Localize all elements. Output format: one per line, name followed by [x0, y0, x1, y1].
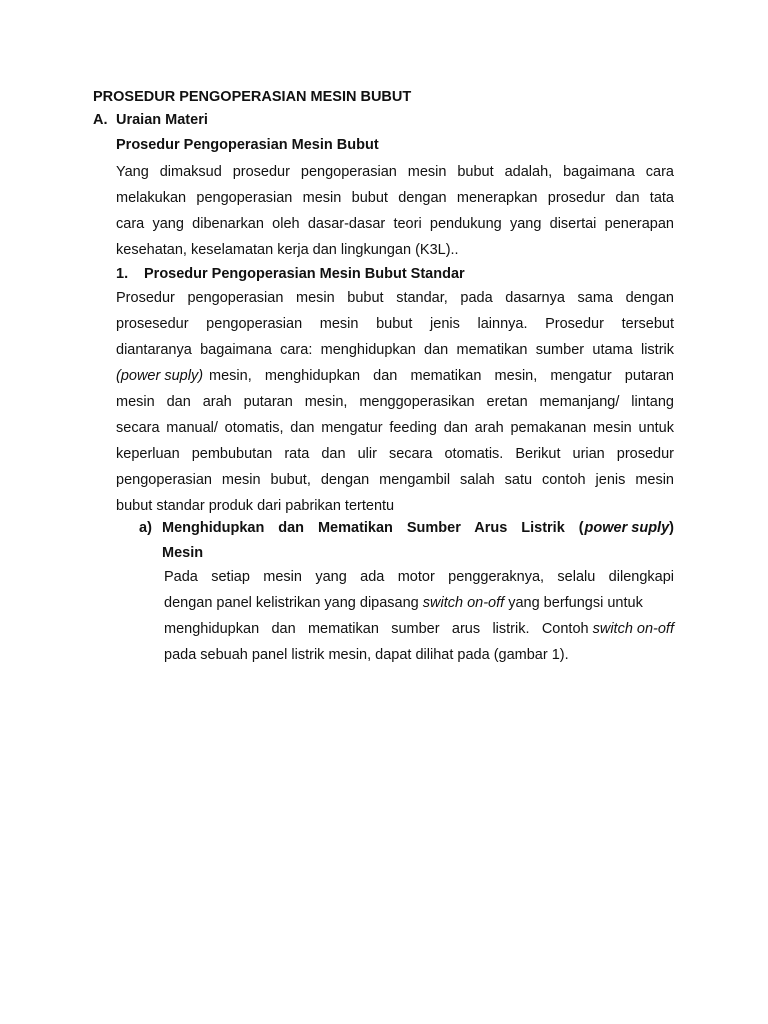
section-1-heading: Prosedur Pengoperasian Mesin Bubut Standar — [144, 266, 465, 282]
intro-line-2: melakukan pengoperasian mesin bubut dengan menerapkan prosedur dan tata — [116, 190, 674, 206]
section-a-marker: A. — [93, 112, 108, 128]
intro-line-1: Yang dimaksud prosedur pengoperasian mesin bubut adalah, bagaimana cara — [116, 164, 674, 180]
section-1-line-3: diantaranya bagaimana cara: menghidupkan dan mematikan sumber utama listrik — [116, 342, 674, 358]
switch-on-off-italic-1: switch on-off — [422, 595, 505, 611]
section-1-line-4 — [116, 366, 674, 386]
subsection-a-heading-text: Menghidupkan dan Mematikan Sumber Arus Listrik ( — [162, 520, 584, 536]
intro-line-4: kesehatan, keselamatan kerja dan lingkungan (K3L).. — [116, 242, 459, 258]
subsection-a-heading-close: ) — [669, 520, 674, 536]
section-1-line-7: keperluan pembubutan rata dan ulir secara otomatis. Berikut urian prosedur — [116, 446, 674, 462]
subsection-a-line-2-a: dengan panel kelistrikan yang dipasang — [164, 595, 423, 611]
subsection-a-line-3 — [164, 619, 674, 639]
section-1-line-5: mesin dan arah putaran mesin, menggoperasikan eretan memanjang/ lintang — [116, 394, 674, 410]
section-a-heading: Uraian Materi — [116, 112, 208, 128]
subsection-a-heading-italic: power suply — [584, 520, 670, 536]
subsection-a-line-2 — [164, 593, 674, 613]
section-1-line-8: pengoperasian mesin bubut, dengan mengambil salah satu contoh jenis mesin — [116, 472, 674, 488]
section-1-line-6: secara manual/ otomatis, dan mengatur feeding dan arah pemakanan mesin untuk — [116, 420, 674, 436]
document-title: PROSEDUR PENGOPERASIAN MESIN BUBUT — [93, 89, 412, 105]
section-1-line-1: Prosedur pengoperasian mesin bubut standar, pada dasarnya sama dengan — [116, 290, 674, 306]
power-supply-italic: (power suply) — [116, 368, 204, 384]
section-1-line-9: bubut standar produk dari pabrikan tertentu — [116, 498, 395, 514]
subsection-a-heading-line-2: Mesin — [162, 545, 204, 561]
section-a-subheading: Prosedur Pengoperasian Mesin Bubut — [116, 137, 379, 153]
intro-line-3: cara yang dibenarkan oleh dasar-dasar teori pendukung yang disertai penerapan — [116, 216, 674, 232]
section-1-line-2: prosesedur pengoperasian mesin bubut jenis lainnya. Prosedur tersebut — [116, 316, 674, 332]
subsection-a-line-2-b: yang berfungsi untuk — [504, 595, 643, 611]
subsection-a-line-1: Pada setiap mesin yang ada motor penggeraknya, selalu dilengkapi — [164, 569, 674, 585]
section-1-marker: 1. — [116, 266, 129, 282]
subsection-a-line-3-a: menghidupkan dan mematikan sumber arus listrik. Contoh — [164, 621, 589, 637]
subsection-a-heading-line-1 — [162, 518, 674, 538]
subsection-a-marker: a) — [139, 520, 152, 536]
switch-on-off-italic-2: switch on-off — [592, 621, 674, 637]
section-1-line-4-rest: mesin, menghidupkan dan mematikan mesin, mengatur putaran — [209, 368, 674, 384]
subsection-a-line-4: pada sebuah panel listrik mesin, dapat dilihat pada (gambar 1). — [164, 647, 569, 663]
